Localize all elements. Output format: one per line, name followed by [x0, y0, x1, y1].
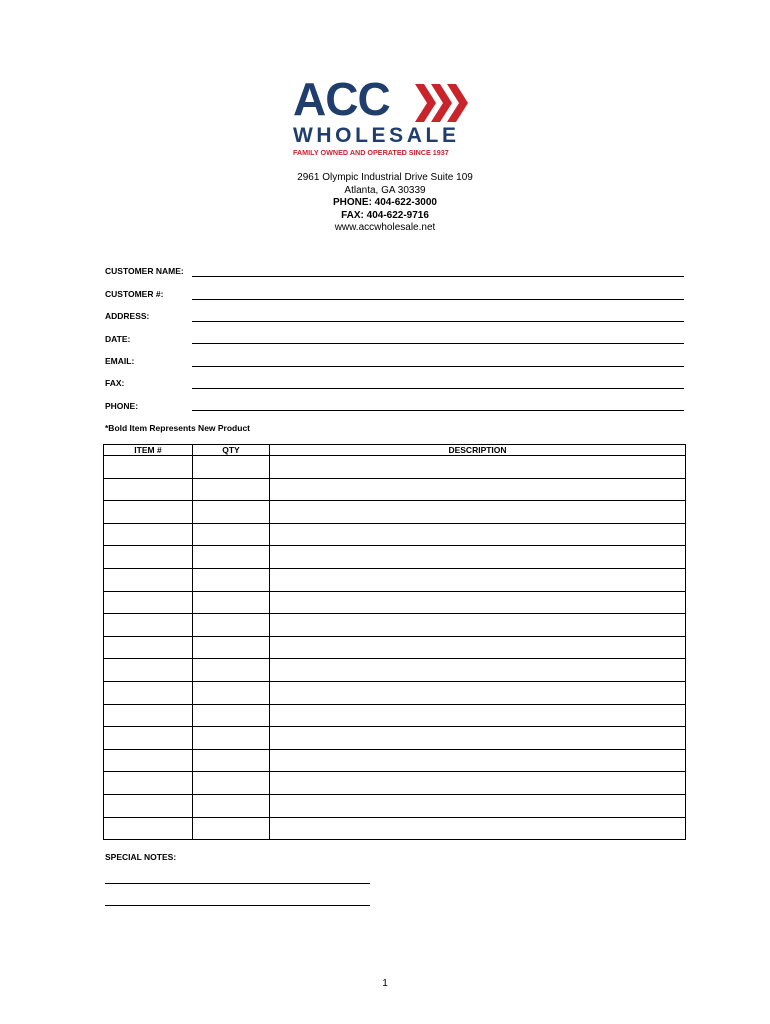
item-cell[interactable] — [104, 568, 193, 591]
items-table — [103, 444, 686, 840]
table-row — [104, 817, 686, 840]
qty-cell[interactable] — [193, 749, 270, 772]
item-cell[interactable] — [104, 727, 193, 750]
new-product-note: *Bold Item Represents New Product — [105, 423, 251, 433]
table-row — [104, 568, 686, 591]
item-cell[interactable] — [104, 546, 193, 569]
qty-cell[interactable] — [193, 636, 270, 659]
table-row — [104, 681, 686, 704]
phone-field[interactable] — [192, 410, 684, 411]
date-field[interactable] — [192, 343, 684, 344]
description-cell[interactable] — [270, 523, 686, 546]
customer-name-field[interactable] — [192, 276, 684, 277]
website-line: www.accwholesale.net — [334, 222, 436, 233]
contact-block — [0, 172, 770, 235]
description-cell[interactable] — [270, 659, 686, 682]
item-cell[interactable] — [104, 591, 193, 614]
description-cell[interactable] — [270, 568, 686, 591]
table-row — [104, 659, 686, 682]
table-row — [104, 772, 686, 795]
qty-cell[interactable] — [193, 772, 270, 795]
item-cell[interactable] — [104, 794, 193, 817]
qty-cell[interactable] — [193, 817, 270, 840]
table-row — [104, 794, 686, 817]
address-line-1: 2961 Olympic Industrial Drive Suite 109 — [297, 172, 473, 183]
qty-header: QTY — [193, 445, 270, 456]
item-cell[interactable] — [104, 817, 193, 840]
qty-cell[interactable] — [193, 727, 270, 750]
page-number: 1 — [382, 978, 388, 989]
phone-line: PHONE: 404-622-3000 — [333, 197, 437, 208]
item-number-header: ITEM # — [104, 445, 193, 456]
fax-label: FAX: — [105, 378, 125, 388]
address-field[interactable] — [192, 321, 684, 322]
fax-line: FAX: 404-622-9716 — [341, 209, 429, 221]
item-cell[interactable] — [104, 523, 193, 546]
logo-tagline: FAMILY OWNED AND OPERATED SINCE 1937 — [293, 148, 449, 157]
description-cell[interactable] — [270, 636, 686, 659]
description-cell[interactable] — [270, 591, 686, 614]
qty-cell[interactable] — [193, 456, 270, 479]
description-cell[interactable] — [270, 772, 686, 795]
item-cell[interactable] — [104, 659, 193, 682]
description-cell[interactable] — [270, 727, 686, 750]
address-line-2: Atlanta, GA 30339 — [344, 184, 426, 196]
item-cell[interactable] — [104, 636, 193, 659]
item-cell[interactable] — [104, 681, 193, 704]
item-cell[interactable] — [104, 772, 193, 795]
table-row — [104, 523, 686, 546]
qty-cell[interactable] — [193, 568, 270, 591]
company-logo — [293, 73, 473, 160]
table-row — [104, 501, 686, 524]
description-cell[interactable] — [270, 704, 686, 727]
description-cell[interactable] — [270, 817, 686, 840]
qty-cell[interactable] — [193, 478, 270, 501]
table-row — [104, 614, 686, 637]
description-cell[interactable] — [270, 478, 686, 501]
address-label: ADDRESS: — [105, 311, 150, 321]
table-row — [104, 478, 686, 501]
description-cell[interactable] — [270, 749, 686, 772]
table-row — [104, 749, 686, 772]
qty-cell[interactable] — [193, 501, 270, 524]
table-row — [104, 704, 686, 727]
customer-name-label: CUSTOMER NAME: — [105, 266, 184, 276]
qty-cell[interactable] — [193, 659, 270, 682]
table-row — [104, 636, 686, 659]
customer-number-label: CUSTOMER #: — [105, 289, 164, 299]
description-cell[interactable] — [270, 681, 686, 704]
customer-number-field[interactable] — [192, 299, 684, 300]
item-cell[interactable] — [104, 704, 193, 727]
table-row — [104, 727, 686, 750]
email-field[interactable] — [192, 366, 684, 367]
table-header-row — [104, 445, 686, 456]
email-label: EMAIL: — [105, 356, 135, 366]
qty-cell[interactable] — [193, 546, 270, 569]
description-cell[interactable] — [270, 794, 686, 817]
description-cell[interactable] — [270, 456, 686, 479]
table-row — [104, 591, 686, 614]
description-header: DESCRIPTION — [270, 445, 686, 456]
qty-cell[interactable] — [193, 704, 270, 727]
phone-label: PHONE: — [105, 401, 139, 411]
fax-field[interactable] — [192, 388, 684, 389]
description-cell[interactable] — [270, 546, 686, 569]
item-cell[interactable] — [104, 614, 193, 637]
qty-cell[interactable] — [193, 794, 270, 817]
qty-cell[interactable] — [193, 591, 270, 614]
table-row — [104, 456, 686, 479]
item-cell[interactable] — [104, 501, 193, 524]
logo-acc-text: ACC — [293, 73, 390, 125]
chevron-arrows-icon — [415, 82, 471, 124]
logo-wholesale-text: WHOLESALE — [293, 124, 460, 147]
special-notes-line-1[interactable] — [105, 883, 370, 884]
qty-cell[interactable] — [193, 523, 270, 546]
special-notes-label: SPECIAL NOTES: — [105, 852, 177, 862]
qty-cell[interactable] — [193, 681, 270, 704]
special-notes-line-2[interactable] — [105, 905, 370, 906]
table-row — [104, 546, 686, 569]
item-cell[interactable] — [104, 456, 193, 479]
description-cell[interactable] — [270, 501, 686, 524]
item-cell[interactable] — [104, 478, 193, 501]
date-label: DATE: — [105, 334, 131, 344]
item-cell[interactable] — [104, 749, 193, 772]
qty-cell[interactable] — [193, 614, 270, 637]
description-cell[interactable] — [270, 614, 686, 637]
